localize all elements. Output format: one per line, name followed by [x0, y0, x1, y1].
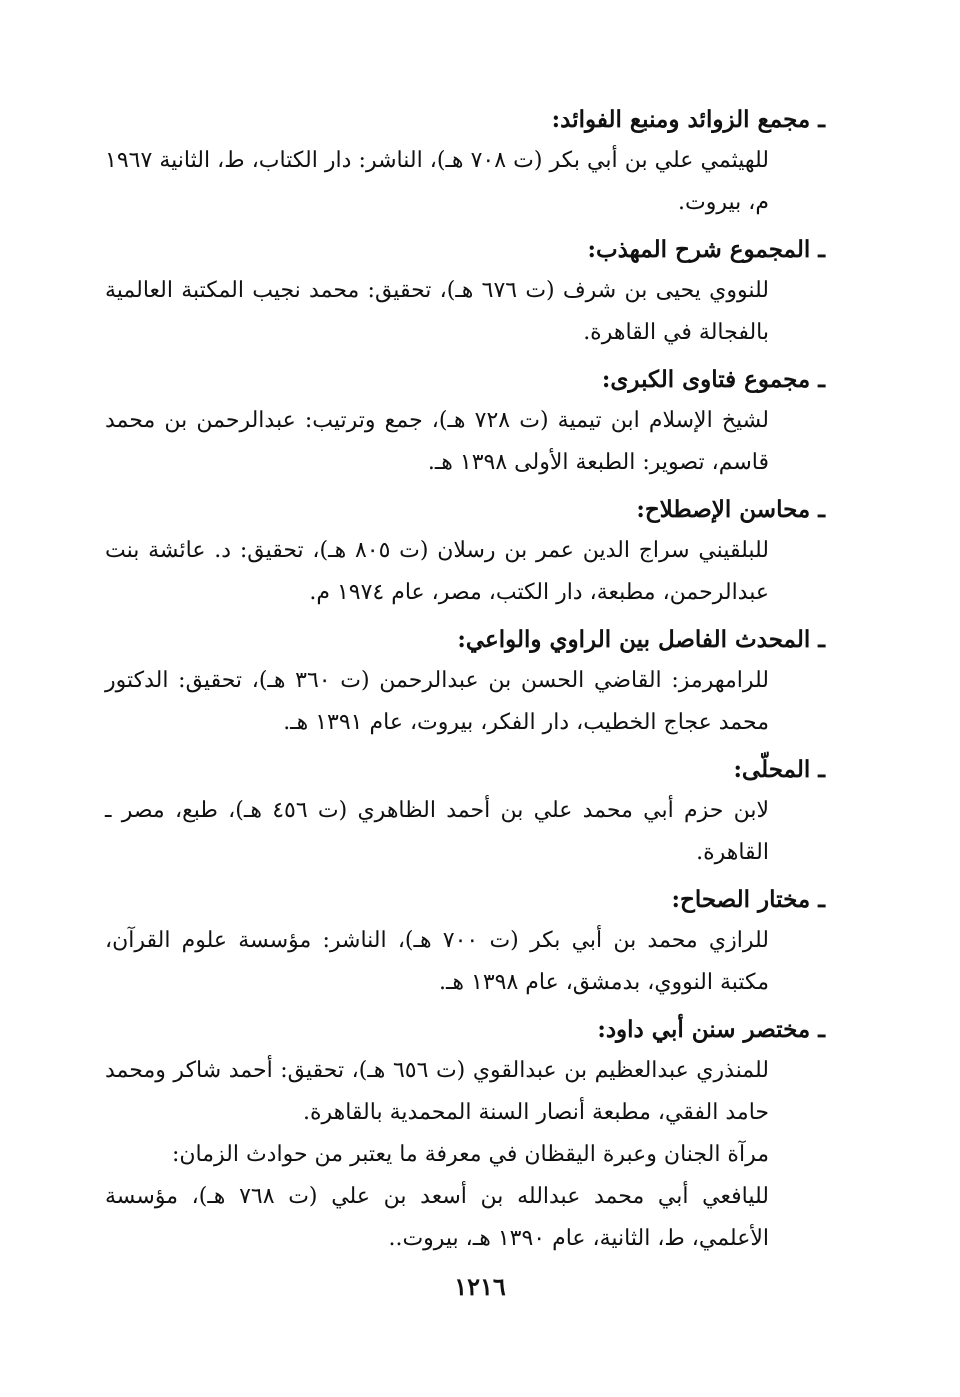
- entry-body: [105, 1050, 825, 1260]
- entry-title: ـ المحدث الفاصل بين الراوي والواعي:: [457, 626, 825, 653]
- bibliography-entry: [105, 880, 825, 1004]
- entry-body: [105, 920, 825, 1004]
- entry-text: للهيثمي علي بن أبي بكر (ت ٧٠٨ هـ)، الناشر: دار الكتاب، ط، الثانية ١٩٦٧ م، بيروت.: [105, 148, 769, 215]
- entry-text: لليافعي أبي محمد عبدالله بن أسعد بن علي (ت ٧٦٨ هـ)، مؤسسة الأعلمي، ط، الثانية، عام ١٣٩٠ هـ، بيروت..: [105, 1184, 769, 1251]
- entry-text: للمنذري عبدالعظيم بن عبدالقوي (ت ٦٥٦ هـ)، تحقيق: أحمد شاكر ومحمد حامد الفقي، مطبعة أنصار السنة المحمدية بالقاهرة.: [105, 1058, 770, 1125]
- entry-title: ـ مختار الصحاح:: [671, 886, 825, 913]
- entry-text: للرامهرمز: القاضي الحسن بن عبدالرحمن (ت ٣٦٠ هـ)، تحقيق: الدكتور محمد عجاج الخطيب، دار الفكر، بيروت، عام ١٣٩١ هـ.: [105, 668, 769, 735]
- entry-title: ـ مجموع فتاوى الكبرى:: [601, 366, 825, 393]
- entry-title: ـ مجمع الزوائد ومنبع الفوائد:: [551, 106, 825, 133]
- entry-body: [105, 400, 825, 484]
- entry-body: [105, 270, 825, 354]
- entry-text: للنووي يحيى بن شرف (ت ٦٧٦ هـ)، تحقيق: محمد نجيب المكتبة العالمية بالفجالة في القاهرة.: [105, 278, 769, 345]
- bibliography-entry: [105, 230, 825, 354]
- entry-title: ـ المحلّى:: [733, 756, 825, 783]
- entry-body: [105, 660, 825, 744]
- bibliography-entry: [105, 100, 825, 224]
- entry-text: مرآة الجنان وعبرة اليقظان في معرفة ما يعتبر من حوادث الزمان:: [171, 1142, 769, 1167]
- entry-body: [105, 530, 825, 614]
- bibliography-entry: [105, 490, 825, 614]
- bibliography-page: [105, 100, 825, 1260]
- page-number: ١٢١٦: [454, 1272, 506, 1301]
- bibliography-entry: [105, 360, 825, 484]
- bibliography-entry: [105, 750, 825, 874]
- entry-text: للرازي محمد بن أبي بكر (ت ٧٠٠ هـ)، الناشر: مؤسسة علوم القرآن، مكتبة النووي، بدمشق، عام ١٣٩٨ هـ.: [105, 928, 769, 995]
- entry-text: لابن حزم أبي محمد علي بن أحمد الظاهري (ت ٤٥٦ هـ)، طبع، مصر ـ القاهرة.: [105, 798, 769, 865]
- entry-title: ـ محاسن الإصطلاح:: [636, 496, 825, 523]
- bibliography-entry: [105, 620, 825, 744]
- entry-title: ـ مختصر سنن أبي داود:: [597, 1016, 825, 1043]
- bibliography-entry: [105, 1010, 825, 1260]
- entry-text: لشيخ الإسلام ابن تيمية (ت ٧٢٨ هـ)، جمع وترتيب: عبدالرحمن بن محمد قاسم، تصوير: الطبعة الأولى ١٣٩٨ هـ.: [105, 408, 769, 475]
- entry-text: للبلقيني سراج الدين عمر بن رسلان (ت ٨٠٥ هـ)، تحقيق: د. عائشة بنت عبدالرحمن، مطبعة، دار الكتب، مصر، عام ١٩٧٤ م.: [105, 538, 769, 605]
- entry-title: ـ المجموع شرح المهذب:: [587, 236, 825, 263]
- entry-body: [105, 140, 825, 224]
- entry-body: [105, 790, 825, 874]
